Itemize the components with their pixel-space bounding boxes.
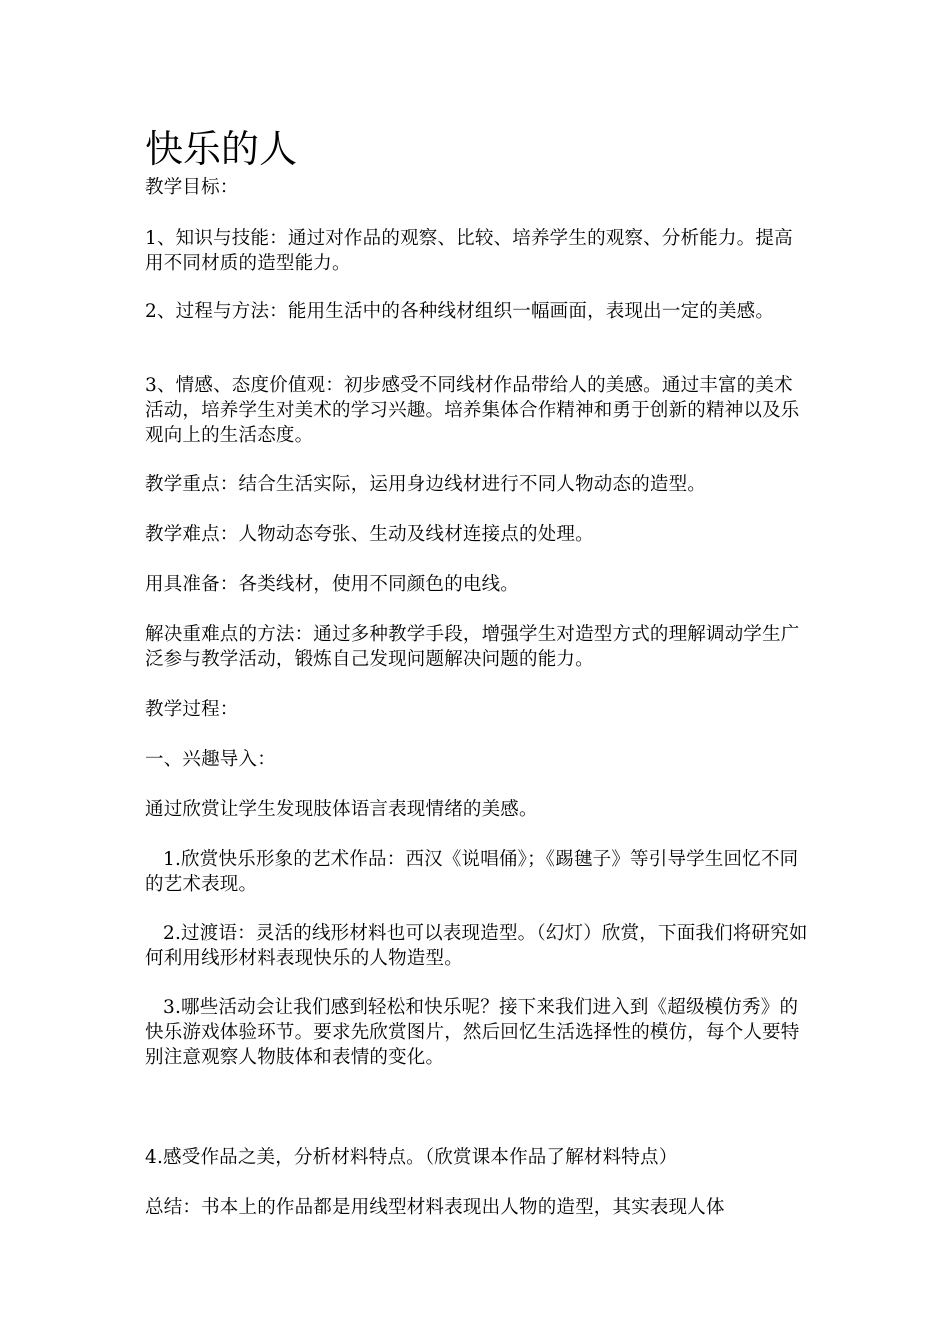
paragraph-knowledge-skills: 1、知识与技能：通过对作品的观察、比较、培养学生的观察、分析能力。提高用不同材质的造型能力。 (145, 228, 793, 274)
list-item-appreciate: 1.欣赏快乐形象的艺术作品：西汉《说唱俑》；《踢毽子》等引导学生回忆不同的艺术表现。 (145, 849, 799, 895)
document-title: 快乐的人 (145, 127, 298, 171)
paragraph-difficulties: 教学难点：人物动态夸张、生动及线材连接点的处理。 (145, 524, 594, 545)
list-item-imitation-game: 3.哪些活动会让我们感到轻松和快乐呢？接下来我们进入到《超级模仿秀》的快乐游戏体验环节。要求先欣赏图片，然后回忆生活选择性的模仿，每个人要特别注意观察人物肢体和表情的变化。 (145, 997, 800, 1068)
paragraph-summary: 总结：书本上的作品都是用线型材料表现出人物的造型，其实表现人体 (145, 1197, 725, 1218)
section-heading-objectives: 教学目标： (145, 177, 239, 198)
subheading-introduction: 一、兴趣导入： (145, 749, 276, 770)
paragraph-process-method: 2、过程与方法：能用生活中的各种线材组织一幅画面，表现出一定的美感。 (145, 301, 775, 322)
paragraph-emotion-values: 3、情感、态度价值观：初步感受不同线材作品带给人的美感。通过丰富的美术活动，培养学生对美术的学习兴趣。培养集体合作精神和勇于创新的精神以及乐观向上的生活态度。 (145, 375, 800, 446)
paragraph-key-points: 教学重点：结合生活实际，运用身边线材进行不同人物动态的造型。 (145, 474, 707, 495)
paragraph-introduction: 通过欣赏让学生发现肢体语言表现情绪的美感。 (145, 799, 538, 820)
list-item-analyze-materials: 4.感受作品之美，分析材料特点。（欣赏课本作品了解材料特点） (145, 1147, 678, 1168)
paragraph-materials: 用具准备：各类线材，使用不同颜色的电线。 (145, 574, 520, 595)
list-item-transition: 2.过渡语：灵活的线形材料也可以表现造型。（幻灯）欣赏，下面我们将研究如何利用线形材料表现快乐的人物造型。 (145, 923, 808, 969)
section-heading-process: 教学过程： (145, 699, 239, 720)
paragraph-solution-method: 解决重难点的方法：通过多种教学手段，增强学生对造型方式的理解调动学生广泛参与教学活动，锻炼自己发现问题解决问题的能力。 (145, 624, 800, 670)
